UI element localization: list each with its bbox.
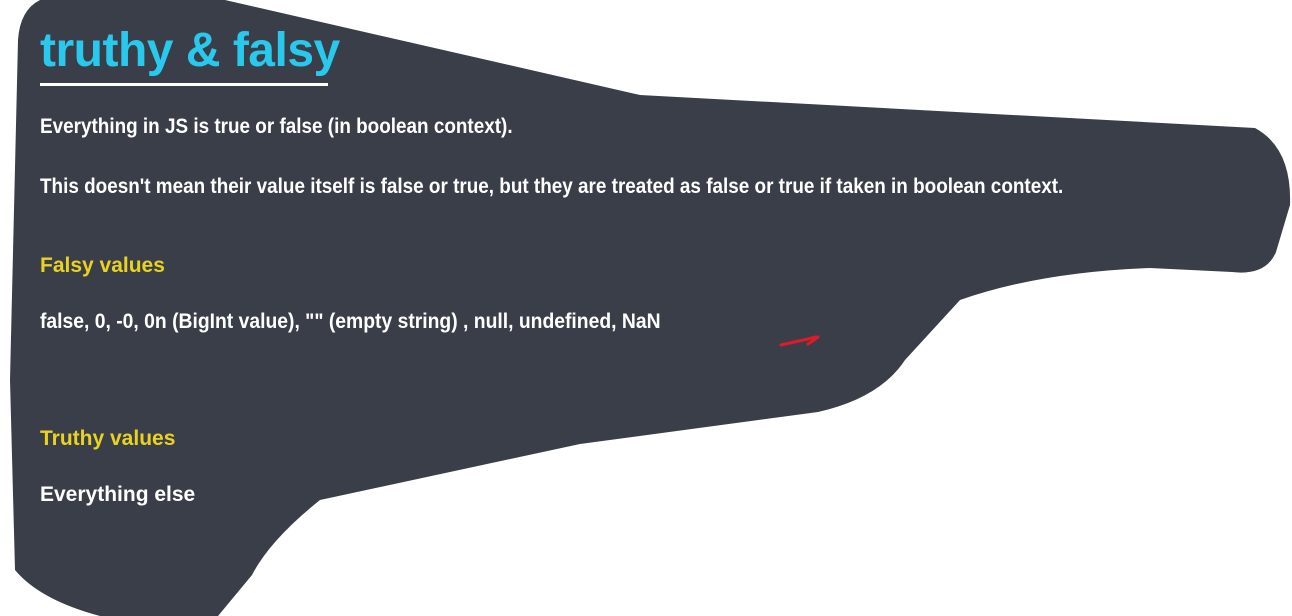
nan-underline-annotation bbox=[778, 332, 822, 350]
falsy-values-list: false, 0, -0, 0n (BigInt value), "" (empty string) , null, undefined, NaN bbox=[40, 310, 661, 333]
page-title: truthy & falsy bbox=[40, 24, 340, 77]
falsy-values-heading: Falsy values bbox=[40, 254, 165, 277]
truthy-values-description: Everything else bbox=[40, 483, 196, 506]
clarification-statement: This doesn't mean their value itself is false or true, but they are treated as false or true if taken in boolean context. bbox=[40, 175, 1064, 198]
red-pen-stroke bbox=[781, 337, 818, 345]
truthy-values-heading: Truthy values bbox=[40, 427, 176, 450]
title-underline bbox=[40, 83, 328, 86]
intro-statement: Everything in JS is true or false (in boolean context). bbox=[40, 115, 513, 138]
slide-panel-shape bbox=[10, 0, 1290, 616]
